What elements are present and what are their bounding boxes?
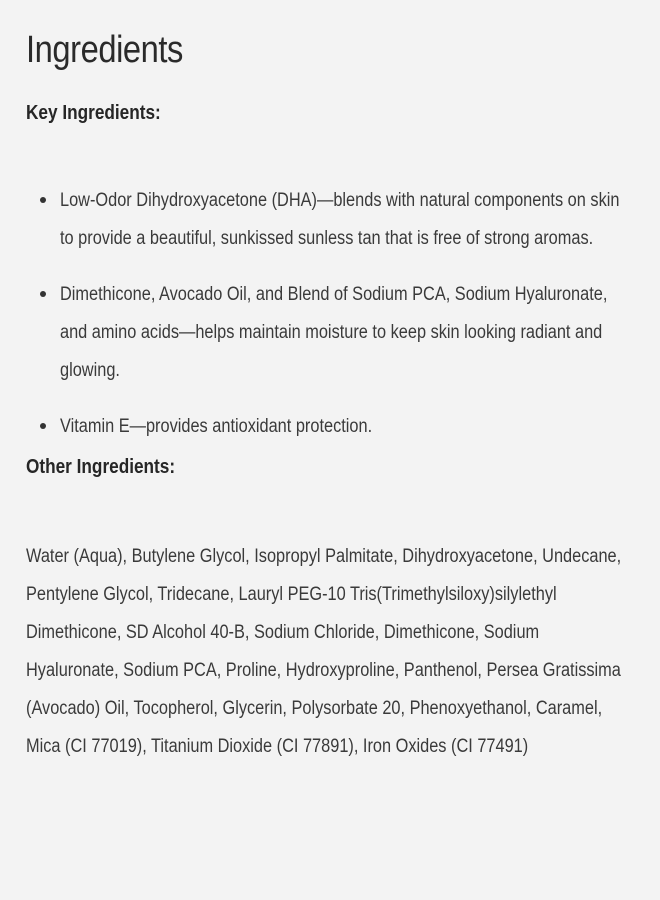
list-item [26,182,634,258]
list-item-text: Vitamin E—provides antioxidant protection. [60,416,373,437]
bullet-icon [40,291,46,297]
bullet-icon [40,423,46,429]
key-ingredients-list [26,182,634,446]
page-title: Ingredients [26,29,183,71]
other-ingredients-text: Water (Aqua), Butylene Glycol, Isopropyl Palmitate, Dihydroxyacetone, Undecane, Pentylene Glycol, Tridecane, Lauryl PEG-10 Tris(Trimethylsiloxy)silylethyl Dimethicone, SD Alcohol 40-B, Sodium Chloride, Dimethicone, Sodium Hyaluronate, Sodium PCA, Proline, Hydroxyproline, Panthenol, Persea Gratissima (Avocado) Oil, Tocopherol, Glycerin, Polysorbate 20, Phenoxyethanol, Caramel, Mica (CI 77019), Titanium Dioxide (CI 77891), Iron Oxides (CI 77491) [26,546,622,757]
list-item [26,408,634,446]
list-item-text: Low-Odor Dihydroxyacetone (DHA)—blends with natural components on skin to provide a beautiful, sunkissed sunless tan that is free of strong aromas. [60,190,620,249]
bullet-icon [40,197,46,203]
list-item-text: Dimethicone, Avocado Oil, and Blend of Sodium PCA, Sodium Hyaluronate, and amino acids—helps maintain moisture to keep skin looking radiant and glowing. [60,284,608,381]
key-ingredients-heading: Key Ingredients: [26,102,161,124]
list-item [26,276,634,390]
other-ingredients-heading: Other Ingredients: [26,456,176,478]
